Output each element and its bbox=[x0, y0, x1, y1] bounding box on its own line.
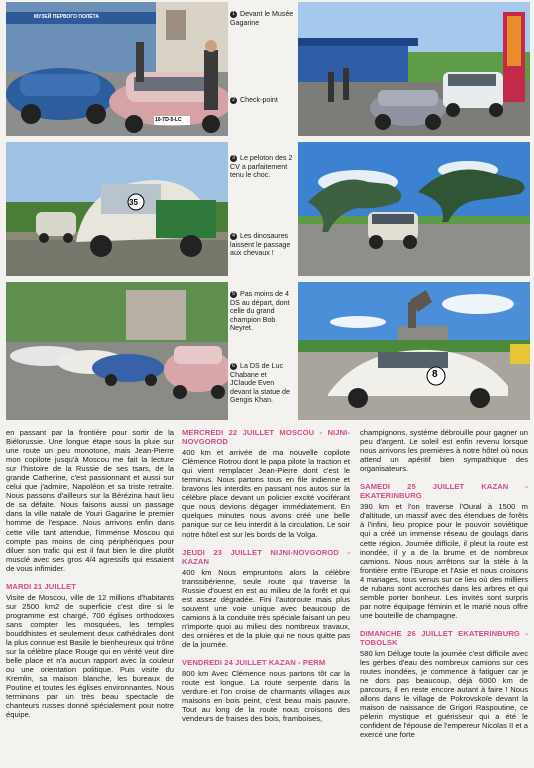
column-3-paragraph-1: 390 km et l'on traverse l'Oural à 1500 m d'altitude, un massif avec des étendues de forêts à l'infini, lieu propice pour le pouvoir soviétique qui a créé un immense réseau de goulags dans cette région. Journée difficile, il pleut la route est inondée, il y a de la brume et de nombreux camions. Nous nous arrêtons sur la stèle à la frontière entre l'Europe et l'Asie et nous croisons 4 mariages, tous venus sur ce lieu où des milliers de rubans sont accrochés dans les arbres et qui semble porter bonheur. Les invités sont surpris par notre équipage féminin et le marié nous offre une bouteille de champagne. bbox=[360, 502, 528, 620]
article-column-3 bbox=[360, 428, 528, 740]
photo-dinosaurs bbox=[298, 142, 530, 276]
caption-3 bbox=[230, 154, 294, 180]
column-3-paragraph-2: 580 km Déluge toute la journée c'est difficile avec les gerbes d'eau des nombreux camions sur ces routes inondées, je commence à fatiguer car je ne dors pas beaucoup, déjà 6000 km de parcours, il en reste encore autant à faire ! Nous allons dans le village de Pokrovskoïe devant la maison de naissance de Grigori Raspoutine, ce pèlerin mystique et guérisseur qui a été le confident de l'épouse de l'empereur Nicolas II et a exercé une forte bbox=[360, 649, 528, 740]
caption-number: 4 bbox=[230, 233, 237, 240]
heading-mardi-21-juillet: MARDI 21 JUILLET bbox=[6, 581, 76, 591]
column-1-paragraph-1: Visite de Moscou, ville de 12 millions d'habitants sur 2500 km2 de superficie c'est dire si le programme est chargé, 700 églises orthodoxes sans compter les mosquées, les temples bouddhistes et seulement deux cathédrales dont la plus connue est Basile le bienheureux qui trône sur la célèbre place Rouge qui en vérité veut dire belle place et n'a aucun rapport avec la couleur ou une orientation politique. Puis visite du Kremlin, sa maison blanche, les bureaux de Poutine et toutes les églises environnantes. Nous terminons par un très beau spectacle de chanteurs russes donné spécialement pour notre équipe. bbox=[6, 592, 174, 720]
photo-gengis-khan-ds bbox=[298, 282, 530, 420]
article-column-1 bbox=[6, 428, 174, 719]
caption-text: Pas moins de 4 DS au départ, dont celle du grand champion Bob Neyret. bbox=[230, 290, 290, 333]
heading-vendredi-24-juillet: VENDREDI 24 JUILLET KAZAN - PERM bbox=[182, 658, 326, 668]
caption-1 bbox=[230, 10, 294, 27]
photo-checkpoint bbox=[298, 2, 530, 136]
caption-number: 2 bbox=[230, 97, 237, 104]
heading-dimanche-26-juillet: DIMANCHE 26 JUILLET EKATERINBURG - TOBOLSK bbox=[360, 628, 528, 647]
museum-sign-text: МУЗЕЙ ПЕРВОГО ПОЛЁТА bbox=[34, 14, 99, 20]
caption-text: Le peloton des 2 CV a parfaitement tenu le choc. bbox=[230, 154, 293, 180]
column-2-paragraph-1: 400 km et arrivée de ma nouvelle copilote Clémence Rotrou dont le papa pilote la traction et qui vient remplacer Jean-Pierre dont c'est le terminus. Nous partons tous en file indienne et bravons les interdits en passant nos autos sur la célèbre place devant un policier excité vociférant que nous devions dégager immédiatement. En quelques minutes nous avons créé une belle panique sur ce lieu interdit à la circulation. Le soir notre hôtel est sur les bords de la Volga. bbox=[182, 448, 350, 539]
caption-text: Check-point bbox=[240, 96, 278, 104]
photo-ds-departure bbox=[6, 282, 228, 420]
column-2-paragraph-3: 800 km Avec Clémence nous partons tôt car la route est longue. La route serpente dans la verdure et l'on croise de charmants villages aux maisons en bois peint, c'est beau mais pauvre. Tout au long de la route nous croisons des vendeurs de fraises des bois, framboises, bbox=[182, 669, 350, 724]
caption-5 bbox=[230, 290, 294, 333]
caption-4 bbox=[230, 232, 294, 258]
caption-2 bbox=[230, 96, 294, 105]
car-number-35: 35 bbox=[129, 198, 138, 207]
photo-gagarin-museum bbox=[6, 2, 228, 136]
heading-samedi-25-juillet: SAMEDI 25 JUILLET KAZAN - EKATERINBURG bbox=[360, 482, 528, 501]
caption-number: 3 bbox=[230, 155, 237, 162]
caption-number: 5 bbox=[230, 291, 237, 298]
caption-text: La DS de Luc Chabane et JClaude Even devant la statue de Gengis Khan. bbox=[230, 362, 290, 405]
column-2-paragraph-2: 400 km Nous empruntons alors la célèbre transsibérienne, seule route qui traverse la Russie d'ouest en est au milieu de la forêt et qui est assez dégradée. Fini l'autoroute mais plus souvent une voie unique avec beaucoup de camions à la conduite très spéciale faisant un peu n'importe quoi au milieu des nombreux travaux, des ornières et de la pluie qui ne nous quitte pas de la journée. bbox=[182, 567, 351, 650]
column-3-intro: champignons, système débrouille pour gagner un peu d'argent. Le soleil est enfin revenu lorsque nous arrivons les premières à notre hôtel où nous attend un apéritif bien sympathique des organisateurs. bbox=[360, 428, 528, 474]
license-plate: 10-TD-5-LC bbox=[155, 117, 182, 123]
caption-6 bbox=[230, 362, 294, 405]
caption-number: 6 bbox=[230, 363, 237, 370]
caption-text: Devant le Musée Gagarine bbox=[230, 10, 294, 27]
photo-2cv-peloton bbox=[6, 142, 228, 276]
heading-mercredi-22-juillet: MERCREDI 22 JUILLET MOSCOU - NIJNI-NOVGOROD bbox=[182, 428, 350, 447]
heading-jeudi-23-juillet: JEUDI 23 JUILLET NIJNI-NOVGOROD - KAZAN bbox=[182, 547, 350, 566]
caption-text: Les dinosaures laissent le passage aux chevaux ! bbox=[230, 232, 291, 258]
column-1-intro: en passant par la frontière pour sortir de la Biélorussie. Une longue étape sous la pluie sur une route un peu monotone, mais Jean-Pierre mon copilote jusqu'à Moscou me fait la lecture sur l'histoire de la Russie de ses tsars, de la grande Catherine, c'est passionnant et aussi sur celui que j'admire, Napoléon et sa triste retraite. Nous passons d'ailleurs sur la Bérézina haut lieu de sa défaite. Nous faisons aussi un passage dans la ville natale de Youri Gagarine le premier homme de l'espace. Nous arrivons enfin dans cette ville tant attendue, l'immense Moscou qui compte pas moins de cinq périphériques pour diluer son trafic qui est il faut bien le dire plutôt musclé avec ses gros 4/4 agressifs qui essaient de vous infimider. bbox=[6, 428, 174, 573]
article-column-2 bbox=[182, 428, 350, 723]
car-number-8: 8 bbox=[432, 369, 438, 380]
caption-number: 1 bbox=[230, 11, 237, 18]
